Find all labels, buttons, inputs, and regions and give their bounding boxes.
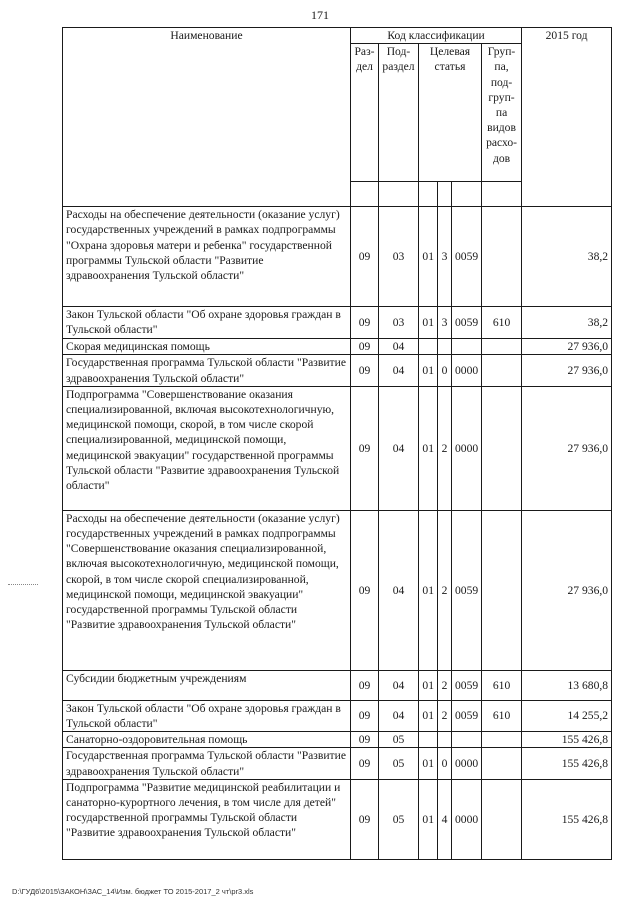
header-target: Целевая статья: [419, 44, 482, 182]
header-row-1: [63, 28, 612, 44]
row-sum: 38,2: [522, 307, 612, 339]
table-row: [63, 748, 612, 779]
row-cs2: [438, 339, 452, 355]
row-name: Государственная программа Тульской области "Развитие здравоохранения Тульской области": [63, 355, 351, 386]
row-cs1: 01: [419, 386, 438, 510]
row-vr: [482, 207, 522, 307]
row-cs1: 01: [419, 355, 438, 386]
row-razdel: 09: [351, 732, 379, 748]
row-vr: [482, 732, 522, 748]
row-name: Скорая медицинская помощь: [63, 339, 351, 355]
row-razdel: 09: [351, 748, 379, 779]
file-path-footer: D:\ГУД6\2015\ЗАКОН\ЗАС_14\Изм. бюджет ТО 2015-2017_2 чт\pr3.xls: [12, 887, 254, 896]
row-razdel: 09: [351, 355, 379, 386]
row-cs3: 0059: [452, 207, 482, 307]
row-podrazdel: 04: [379, 386, 419, 510]
row-podrazdel: 05: [379, 732, 419, 748]
row-vr: 610: [482, 670, 522, 700]
row-sum: 14 255,2: [522, 700, 612, 731]
row-cs2: 2: [438, 386, 452, 510]
row-razdel: 09: [351, 670, 379, 700]
row-vr: 610: [482, 700, 522, 731]
header-spacer-podrazdel: [379, 182, 419, 207]
row-podrazdel: 05: [379, 748, 419, 779]
row-cs3: 0059: [452, 307, 482, 339]
row-razdel: 09: [351, 339, 379, 355]
table-row: [63, 670, 612, 700]
row-cs1: 01: [419, 307, 438, 339]
row-podrazdel: 03: [379, 207, 419, 307]
row-razdel: 09: [351, 700, 379, 731]
row-cs2: [438, 732, 452, 748]
budget-table: [62, 27, 612, 860]
row-name: Закон Тульской области "Об охране здоровья граждан в Тульской области": [63, 700, 351, 731]
row-sum: 155 426,8: [522, 732, 612, 748]
row-cs2: 2: [438, 700, 452, 731]
row-podrazdel: 04: [379, 510, 419, 670]
table-row: [63, 700, 612, 731]
row-cs1: [419, 732, 438, 748]
row-cs2: 3: [438, 307, 452, 339]
row-name: Государственная программа Тульской области "Развитие здравоохранения Тульской области": [63, 748, 351, 779]
row-cs1: 01: [419, 779, 438, 859]
row-vr: [482, 748, 522, 779]
row-cs1: 01: [419, 207, 438, 307]
row-cs3: [452, 732, 482, 748]
row-podrazdel: 04: [379, 339, 419, 355]
row-cs3: 0000: [452, 355, 482, 386]
row-cs2: 0: [438, 748, 452, 779]
header-razdel: Раз- дел: [351, 44, 379, 182]
row-vr: 610: [482, 307, 522, 339]
row-podrazdel: 04: [379, 670, 419, 700]
row-cs3: 0000: [452, 779, 482, 859]
page-number: 171: [311, 8, 329, 22]
row-cs3: 0000: [452, 386, 482, 510]
row-name: Расходы на обеспечение деятельности (оказание услуг) государственных учреждений в рамках подпрограммы "Совершенствование оказания специализированной, включая высокотехнологичную, медицинской помощи, скорой, в том числе скорой специализированной, медицинской помощи, медицинской эвакуации" государственной программы Тульской области "Развитие здравоохранения Тульской области": [63, 510, 351, 670]
row-razdel: 09: [351, 386, 379, 510]
row-cs2: 0: [438, 355, 452, 386]
header-spacer-vr: [482, 182, 522, 207]
row-razdel: 09: [351, 207, 379, 307]
row-name: Субсидии бюджетным учреждениям: [63, 670, 351, 700]
row-cs1: [419, 339, 438, 355]
row-sum: 155 426,8: [522, 748, 612, 779]
table-row: [63, 732, 612, 748]
table-row: [63, 386, 612, 510]
row-cs1: 01: [419, 670, 438, 700]
row-name: Расходы на обеспечение деятельности (оказание услуг) государственных учреждений в рамках подпрограммы "Охрана здоровья матери и ребенка" государственной программы Тульской области "Развитие здравоохранения Тульской области": [63, 207, 351, 307]
header-group: Груп- па, под- груп- па видов расхо- дов: [482, 44, 522, 182]
header-year: 2015 год: [522, 28, 612, 207]
row-cs3: 0059: [452, 700, 482, 731]
header-podrazdel: Под- раздел: [379, 44, 419, 182]
row-podrazdel: 05: [379, 779, 419, 859]
row-vr: [482, 510, 522, 670]
table-row: [63, 779, 612, 859]
row-cs1: 01: [419, 748, 438, 779]
header-code: Код классификации: [351, 28, 522, 44]
row-vr: [482, 355, 522, 386]
row-sum: 155 426,8: [522, 779, 612, 859]
row-cs1: 01: [419, 700, 438, 731]
table-row: [63, 510, 612, 670]
row-cs3: 0000: [452, 748, 482, 779]
row-cs2: 2: [438, 670, 452, 700]
row-cs3: 0059: [452, 670, 482, 700]
table-row: [63, 207, 612, 307]
row-razdel: 09: [351, 510, 379, 670]
row-sum: 27 936,0: [522, 386, 612, 510]
header-spacer-cs1: [419, 182, 438, 207]
row-razdel: 09: [351, 307, 379, 339]
row-name: Закон Тульской области "Об охране здоровья граждан в Тульской области": [63, 307, 351, 339]
header-spacer-razdel: [351, 182, 379, 207]
header-spacer-cs2: [438, 182, 452, 207]
row-sum: 27 936,0: [522, 510, 612, 670]
header-spacer-cs3: [452, 182, 482, 207]
row-sum: 27 936,0: [522, 339, 612, 355]
table-body: [63, 207, 612, 860]
row-podrazdel: 04: [379, 355, 419, 386]
row-sum: 13 680,8: [522, 670, 612, 700]
row-cs2: 3: [438, 207, 452, 307]
row-podrazdel: 04: [379, 700, 419, 731]
row-vr: [482, 779, 522, 859]
table-row: [63, 307, 612, 339]
row-razdel: 09: [351, 779, 379, 859]
margin-mark: [8, 584, 38, 586]
table-row: [63, 339, 612, 355]
header-name: Наименование: [63, 28, 351, 207]
row-cs2: 2: [438, 510, 452, 670]
row-vr: [482, 386, 522, 510]
row-sum: 27 936,0: [522, 355, 612, 386]
row-cs2: 4: [438, 779, 452, 859]
row-cs3: [452, 339, 482, 355]
row-podrazdel: 03: [379, 307, 419, 339]
row-sum: 38,2: [522, 207, 612, 307]
row-cs1: 01: [419, 510, 438, 670]
row-name: Подпрограмма "Совершенствование оказания специализированной, включая высокотехнологичную, медицинской помощи, скорой, в том числе скорой специализированной, медицинской помощи, медицинской эвакуации" государственной программы Тульской области "Развитие здравоохранения Тульской области": [63, 386, 351, 510]
table-row: [63, 355, 612, 386]
row-vr: [482, 339, 522, 355]
row-cs3: 0059: [452, 510, 482, 670]
row-name: Санаторно-оздоровительная помощь: [63, 732, 351, 748]
row-name: Подпрограмма "Развитие медицинской реабилитации и санаторно-курортного лечения, в том числе для детей" государственной программы Тульской области "Развитие здравоохранения Тульской области": [63, 779, 351, 859]
